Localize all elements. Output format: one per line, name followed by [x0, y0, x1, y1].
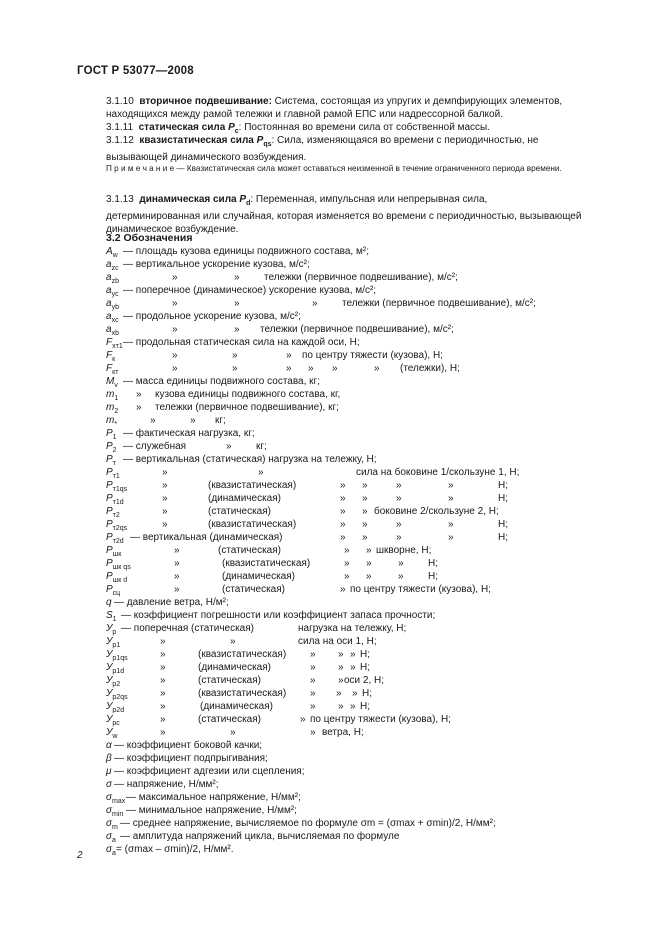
symbol: $У_{p1}$ — [106, 636, 121, 649]
symbol-description: » — [234, 272, 240, 283]
clause-3-1-12: 3.1.12 квазистатическая сила $P_{qs}$: Сила, изменяющаяся во времени с периодичностью, не вызывающей динамического возбуждения. — [106, 135, 539, 163]
symbol-description: — коэффициент подпрыгивания; — [114, 753, 268, 764]
symbol-description: » — [300, 714, 306, 725]
page-number: 2 — [77, 850, 83, 861]
symbol-description: » — [190, 415, 196, 426]
symbol-description: » — [344, 571, 350, 582]
symbol: $P_т$ — [106, 454, 116, 467]
symbol-description: » — [338, 701, 344, 712]
symbol-description: шкворне, Н; — [376, 545, 432, 556]
symbol-description: (квазистатическая) — [208, 480, 297, 491]
symbol-description: Н; — [498, 519, 508, 530]
symbol-description: » — [162, 519, 168, 530]
symbol-description: » — [338, 662, 344, 673]
symbol-description: » — [344, 558, 350, 569]
section-heading: 3.2 Обозначения — [106, 232, 193, 244]
symbol: $P_2$ — [106, 441, 117, 454]
symbol-description: » — [162, 506, 168, 517]
symbol-description: » — [172, 350, 178, 361]
symbol-description: » — [230, 636, 236, 647]
symbol-description: » — [340, 584, 346, 595]
symbol-description: » — [226, 441, 232, 452]
symbol-description: » — [160, 662, 166, 673]
symbol-description: (квазистатическая) — [208, 519, 297, 530]
symbol: $m_2$ — [106, 402, 119, 415]
document-header: ГОСТ Р 53077—2008 — [77, 65, 194, 77]
symbol-description: » — [362, 493, 368, 504]
symbol-description: (квазистатическая) — [198, 688, 287, 699]
symbol-description: » — [362, 532, 368, 543]
symbol-description: » — [160, 688, 166, 699]
symbol-description: (статическая) — [198, 714, 261, 725]
symbol-description: — поперечное (динамическое) ускорение кузова, м/с²; — [123, 285, 377, 296]
symbol-description: — давление ветра, Н/м²; — [114, 597, 229, 608]
symbol: $У_{p2d}$ — [106, 701, 125, 714]
symbol-description: » — [340, 532, 346, 543]
symbol-description: — служебная — [123, 441, 187, 452]
symbol-description: Н; — [360, 649, 370, 660]
symbol-description: » — [310, 662, 316, 673]
symbol: $У_{pc}$ — [106, 714, 120, 727]
symbol: β — [106, 753, 112, 764]
symbol-description: оси 2, Н; — [344, 675, 385, 686]
symbol-description: — амплитуда напряжений цикла, вычисляемая по формуле — [120, 831, 400, 842]
symbol-description: » — [234, 298, 240, 309]
symbol-description: » — [172, 363, 178, 374]
symbol-description: » — [448, 532, 454, 543]
symbol-description: (динамическая) — [208, 493, 281, 504]
symbol-description: тележки (первичное подвешивание), м/с²; — [264, 272, 458, 283]
symbol-description: » — [366, 558, 372, 569]
symbol: $P_{т1d}$ — [106, 493, 124, 506]
clause-text: Система, состоящая из упругих и демпфирующих элементов, находящихся между рамой тележки и главной рамой ЕПС или надрессорной балкой. — [106, 96, 563, 120]
symbol-description: сила на боковине 1/скользуне 1, Н; — [356, 467, 520, 478]
symbol-description: » — [350, 649, 356, 660]
symbol: $P_{т2d}$ — [106, 532, 124, 545]
symbol-description: — минимальное напряжение, Н/мм²; — [126, 805, 297, 816]
symbol-description: Н; — [428, 558, 438, 569]
symbol-description: по центру тяжести (кузова), Н; — [350, 584, 491, 595]
symbol-description: » — [310, 688, 316, 699]
symbol-description: » — [350, 662, 356, 673]
symbol: $F_к$ — [106, 350, 116, 363]
symbol-description: по центру тяжести (кузова), Н; — [302, 350, 443, 361]
symbol-description: — коэффициент адгезии или сцепления; — [114, 766, 305, 777]
symbol-description: » — [136, 402, 142, 413]
symbol-description: » — [136, 389, 142, 400]
symbol: $У_{p2}$ — [106, 675, 121, 688]
symbol-description: » — [172, 272, 178, 283]
symbol: $У_w$ — [106, 727, 118, 740]
symbol: $a_{yb}$ — [106, 298, 119, 311]
symbol: $У_{p2qs}$ — [106, 688, 128, 701]
clause-term: вторичное подвешивание: — [139, 96, 272, 107]
symbol-description: (статическая) — [198, 675, 261, 686]
symbol-description: » — [162, 467, 168, 478]
symbol-description: » — [312, 298, 318, 309]
symbol-description: (статическая) — [208, 506, 271, 517]
symbol-description: (динамическая) — [198, 662, 271, 673]
symbol-description: кузова единицы подвижного состава, кг, — [155, 389, 341, 400]
symbol-description: (тележки), Н; — [400, 363, 460, 374]
symbol: $P_{т1qs}$ — [106, 480, 128, 493]
symbol: $F_{xт1}$ — [106, 337, 123, 350]
symbol-description: сила на оси 1, Н; — [298, 636, 377, 647]
symbol: $P_1$ — [106, 428, 117, 441]
symbol: $У_{p1qs}$ — [106, 649, 128, 662]
symbol-description: » — [344, 545, 350, 556]
symbol-description: — коэффициент боковой качки; — [114, 740, 263, 751]
symbol-description: Н; — [360, 701, 370, 712]
symbol-description: — продольное ускорение кузова, м/с²; — [123, 311, 301, 322]
symbol-description: » — [172, 298, 178, 309]
symbol-description: » — [366, 545, 372, 556]
symbol-description: — масса единицы подвижного состава, кг; — [123, 376, 320, 387]
symbol: $\sigma_a$ — [106, 844, 116, 857]
symbol-description: по центру тяжести (кузова), Н; — [310, 714, 451, 725]
symbol-description: » — [448, 480, 454, 491]
symbol: $P_{шк d}$ — [106, 571, 128, 584]
symbol-description: (динамическая) — [200, 701, 273, 712]
symbol: $a_{yc}$ — [106, 285, 119, 298]
symbol-description: » — [398, 558, 404, 569]
symbol-description: ветра, Н; — [322, 727, 364, 738]
symbol-description: (квазистатическая) — [222, 558, 311, 569]
symbol-description: » — [398, 571, 404, 582]
symbol-description: » — [150, 415, 156, 426]
symbol-description: Н; — [498, 532, 508, 543]
symbol-description: » — [310, 701, 316, 712]
symbol-description: » — [174, 545, 180, 556]
symbol-description: » — [396, 519, 402, 530]
symbol: $P_{т2qs}$ — [106, 519, 128, 532]
symbol-description: » — [396, 532, 402, 543]
symbol-description: — поперечная (статическая) — [121, 623, 254, 634]
symbol-description: » — [350, 701, 356, 712]
symbol: $P_{сц}$ — [106, 584, 121, 597]
symbol: $m_1$ — [106, 389, 119, 402]
symbol-description: Н; — [360, 662, 370, 673]
symbol: $P_{шк}$ — [106, 545, 122, 558]
symbol: $m_*$ — [106, 415, 118, 428]
symbol-description: — среднее напряжение, вычисляемое по формуле σm = (σmax + σmin)/2, Н/мм²; — [120, 818, 496, 829]
symbol-description: » — [174, 584, 180, 595]
symbol: $\sigma_{min}$ — [106, 805, 124, 818]
symbol-description: Н; — [362, 688, 372, 699]
symbol-description: » — [340, 506, 346, 517]
symbol-description: » — [162, 480, 168, 491]
symbol-description: — максимальное напряжение, Н/мм²; — [126, 792, 301, 803]
symbol-description: — напряжение, Н/мм²; — [114, 779, 219, 790]
symbol: $\sigma_m$ — [106, 818, 118, 831]
symbol: $\sigma_{max}$ — [106, 792, 126, 805]
symbol-description: » — [340, 519, 346, 530]
symbol-description: » — [340, 493, 346, 504]
symbol: σ — [106, 779, 113, 790]
symbol: $S_1$ — [106, 610, 117, 623]
symbol-description: » — [234, 324, 240, 335]
symbol: $\sigma_a$ — [106, 831, 116, 844]
symbol-description: » — [338, 675, 344, 686]
symbol-description: тележки (первичное подвешивание), кг; — [155, 402, 339, 413]
symbol: $a_{zc}$ — [106, 259, 119, 272]
symbol-description: » — [172, 324, 178, 335]
symbol-description: тележки (первичное подвешивание), м/с²; — [260, 324, 454, 335]
symbol-description: боковине 2/скользуне 2, Н; — [374, 506, 499, 517]
symbol-description: » — [232, 363, 238, 374]
symbol-description: » — [258, 467, 264, 478]
symbol-description: » — [160, 675, 166, 686]
symbol-description: » — [366, 571, 372, 582]
symbol: q — [106, 597, 112, 608]
clause-3-1-13: 3.1.13 динамическая сила $P_d$: Переменная, импульсная или непрерывная сила, детерминированная или случайная, которая изменяется во времени с периодичностью, вызывающей динамическое возбуждение. — [106, 194, 582, 235]
symbol-description: » — [336, 688, 342, 699]
symbol-description: — продольная статическая сила на каждой оси, Н; — [123, 337, 360, 348]
symbol-description: » — [340, 480, 346, 491]
symbol-description: » — [362, 519, 368, 530]
symbol: $У_p$ — [106, 623, 117, 636]
symbol-description: — вертикальное ускорение кузова, м/с²; — [123, 259, 310, 270]
symbol-description: » — [310, 675, 316, 686]
clause-3-1-10 — [77, 95, 583, 121]
symbol-description: — площадь кузова единицы подвижного состава, м²; — [123, 246, 369, 257]
symbol-description: » — [448, 519, 454, 530]
symbol-description: — вертикальная (динамическая) — [130, 532, 283, 543]
symbol-description: » — [396, 493, 402, 504]
symbol-description: » — [338, 649, 344, 660]
symbol-description: кг; — [215, 415, 226, 426]
symbol-description: » — [160, 701, 166, 712]
symbol: $P_{шк qs}$ — [106, 558, 131, 571]
symbol-description: » — [308, 363, 314, 374]
symbol-description: (статическая) — [218, 545, 281, 556]
symbol-description: » — [448, 493, 454, 504]
symbol-description: — коэффициент погрешности или коэффициент запаса прочности; — [121, 610, 436, 621]
note: П р и м е ч а н и е — Квазистатическая сила может оставаться неизменной в течение ограниченного периода времени. — [106, 164, 562, 173]
symbol: $A_w$ — [106, 246, 118, 259]
symbol-description: кг; — [256, 441, 267, 452]
symbol-description: » — [310, 727, 316, 738]
symbol-description: (динамическая) — [222, 571, 295, 582]
symbol-description: » — [310, 649, 316, 660]
symbol: $У_{p1d}$ — [106, 662, 125, 675]
symbol: $P_{т2}$ — [106, 506, 120, 519]
symbol-description: Н; — [498, 493, 508, 504]
symbol-description: » — [160, 649, 166, 660]
symbol-description: » — [286, 350, 292, 361]
symbol-description: = (σmax – σmin)/2, Н/мм². — [116, 844, 234, 855]
symbol-description: » — [160, 636, 166, 647]
symbol-description: » — [160, 714, 166, 725]
symbol-description: » — [230, 727, 236, 738]
symbol-description: Н; — [498, 480, 508, 491]
symbol-description: » — [352, 688, 358, 699]
symbol: $a_{zb}$ — [106, 272, 119, 285]
symbol-description: » — [332, 363, 338, 374]
symbol-description: » — [286, 363, 292, 374]
symbol-description: » — [362, 506, 368, 517]
symbol: $a_{xc}$ — [106, 311, 119, 324]
symbol-description: » — [232, 350, 238, 361]
symbol: $a_{xb}$ — [106, 324, 119, 337]
symbol-description: (квазистатическая) — [198, 649, 287, 660]
symbol-description: » — [174, 571, 180, 582]
symbol-description: тележки (первичное подвешивание), м/с²; — [342, 298, 536, 309]
symbol: $M_v$ — [106, 376, 118, 389]
symbol-description: » — [160, 727, 166, 738]
symbol-description: (статическая) — [222, 584, 285, 595]
symbol-description: » — [162, 493, 168, 504]
symbol-description: » — [374, 363, 380, 374]
symbol-description: нагрузка на тележку, Н; — [298, 623, 407, 634]
symbol-description: » — [362, 480, 368, 491]
symbol: α — [106, 740, 112, 751]
symbol: $P_{т1}$ — [106, 467, 120, 480]
symbol-description: » — [174, 558, 180, 569]
clause-3-1-11: 3.1.11 статическая сила $P_c$: Постоянная во времени сила от собственной массы. — [106, 122, 490, 135]
symbol-description: » — [396, 480, 402, 491]
symbol: $F_{кт}$ — [106, 363, 119, 376]
symbol-description: — вертикальная (статическая) нагрузка на тележку, Н; — [123, 454, 377, 465]
symbol-description: Н; — [428, 571, 438, 582]
symbol: μ — [106, 766, 112, 777]
symbol-description: — фактическая нагрузка, кг; — [123, 428, 255, 439]
clause-number: 3.1.10 — [106, 96, 134, 107]
